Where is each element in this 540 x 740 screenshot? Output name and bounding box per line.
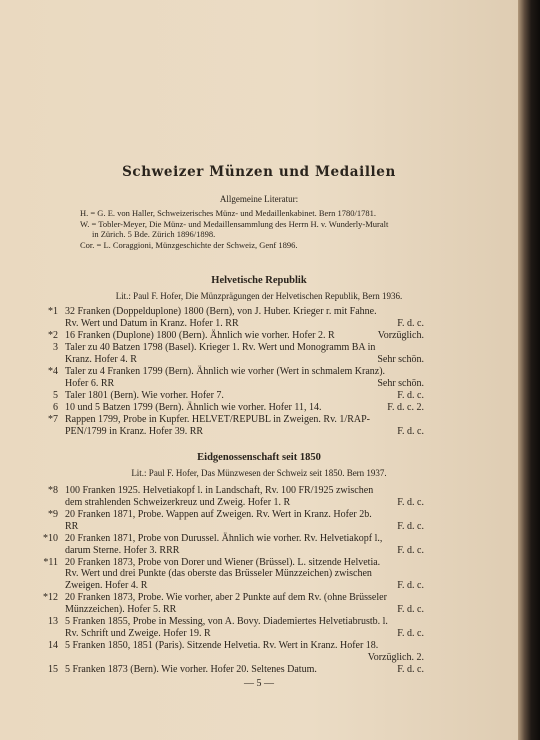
entry-description: Rv. Wert und Datum in Kranz. Hofer 1. RR: [65, 317, 239, 329]
entry-line: [65, 592, 424, 604]
entry-description: 5 Franken 1850, 1851 (Paris). Sitzende Helvetia. Rv. Wert in Kranz. Hofer 18.: [65, 640, 379, 652]
entry-description: 5 Franken 1855, Probe in Messing, von A. Bovy. Diademiertes Helvetiabrustb. l.: [65, 616, 388, 628]
catalog-entry: [38, 557, 424, 592]
entry-line: [65, 652, 424, 664]
entry-description: Rappen 1799, Probe in Kupfer. HELVET/REPUBL in Zweigen. Rv. 1/RAP-: [65, 414, 370, 426]
catalog-entry: [38, 366, 424, 389]
entry-line: [65, 330, 424, 342]
catalog-entry: [38, 342, 424, 365]
page-title: Schweizer Münzen und Medaillen: [122, 164, 396, 180]
entry-line: [65, 545, 424, 557]
entry-line: [65, 414, 424, 426]
entry-grade: F. d. c.: [397, 544, 424, 556]
catalog-entry: [38, 414, 424, 437]
section-heading-helvetische-republik: Helvetische Republik: [211, 275, 307, 286]
entry-grade: F. d. c.: [397, 496, 424, 508]
section-heading-eidgenossenschaft: Eidgenossenschaft seit 1850: [197, 452, 321, 463]
entry-grade: F. d. c.: [397, 627, 424, 639]
entry-line: [65, 533, 424, 545]
entry-number: *7: [48, 414, 58, 426]
catalog-entry: [38, 592, 424, 615]
literature-heading: Allgemeine Literatur:: [219, 194, 299, 204]
catalog-entry: [38, 616, 424, 639]
entry-description: Rv. Schrift und Zweige. Hofer 19. R: [65, 627, 211, 639]
entry-grade: Vorzüglich.: [377, 329, 424, 341]
entry-line: [65, 604, 424, 616]
entry-description: Zweigen. Hofer 4. R: [65, 580, 148, 592]
entry-line: [65, 390, 424, 402]
literature-row: W. = Tobler-Meyer, Die Münz- und Medaillensammlung des Herrn H. v. Wunderly-Muralt: [80, 218, 389, 229]
entry-grade: F. d. c.: [397, 426, 424, 438]
section-literature-eidgenossenschaft: Lit.: Paul F. Hofer, Das Münzwesen der Schweiz seit 1850. Bern 1937.: [131, 468, 387, 478]
catalog-entry: [38, 390, 424, 402]
catalog-entry: [38, 330, 424, 342]
page-binding-edge: [518, 0, 540, 740]
entry-line: [65, 664, 424, 676]
entry-description: 5 Franken 1873 (Bern). Wie vorher. Hofer 20. Seltenes Datum.: [65, 664, 317, 676]
literature-list: [80, 208, 440, 250]
catalog-entry: [38, 306, 424, 329]
page-number: — 5 —: [244, 678, 274, 689]
catalog-entry: [38, 533, 424, 556]
entry-description: 20 Franken 1873, Probe. Wie vorher, aber 2 Punkte auf dem Rv. (ohne Brüsseler: [65, 592, 387, 604]
entry-number: *1: [48, 306, 58, 317]
catalog-entry: [38, 509, 424, 532]
entry-number: 15: [48, 664, 58, 676]
entry-number: *11: [43, 556, 58, 568]
entry-description: PEN/1799 in Kranz. Hofer 39. RR: [65, 426, 204, 438]
entry-line: [65, 354, 424, 366]
entry-description: Taler zu 40 Batzen 1798 (Basel). Krieger 1. Rv. Wert und Monogramm BA in: [65, 342, 376, 354]
entry-line: [65, 509, 424, 521]
entry-line: [65, 521, 424, 533]
entry-line: [65, 568, 424, 580]
entry-number: *4: [48, 366, 58, 378]
entry-list-eidgenossenschaft: [38, 485, 424, 676]
catalog-entry: [38, 485, 424, 508]
entry-number: *12: [43, 592, 58, 604]
catalog-entry: [38, 640, 424, 663]
entry-number: 14: [48, 640, 58, 652]
entry-line: [65, 557, 424, 569]
entry-number: *8: [48, 485, 58, 496]
entry-grade: Vorzüglich. 2.: [367, 651, 424, 663]
entry-description: Taler 1801 (Bern). Wie vorher. Hofer 7.: [65, 389, 224, 401]
entry-number: 3: [53, 342, 58, 354]
entry-description: dem strahlenden Schweizerkreuz und Zweig. Hofer 1. R: [65, 496, 291, 508]
entry-grade: F. d. c. 2.: [387, 402, 424, 414]
entry-line: [65, 640, 424, 652]
entry-line: [65, 378, 424, 390]
entry-description: 20 Franken 1871, Probe von Durussel. Ähnlich wie vorher. Rv. Helvetiakopf l.,: [65, 532, 383, 544]
entry-number: *9: [48, 508, 58, 520]
entry-number: 6: [53, 402, 58, 414]
entry-description: 20 Franken 1871, Probe. Wappen auf Zweigen. Rv. Wert in Kranz. Hofer 2b.: [65, 508, 372, 520]
catalog-entry: [38, 402, 424, 414]
entry-description: 100 Franken 1925. Helvetiakopf l. in Landschaft, Rv. 100 FR/1925 zwischen: [65, 485, 374, 496]
entry-grade: F. d. c.: [397, 389, 424, 401]
entry-number: *10: [43, 532, 58, 544]
entry-line: [65, 616, 424, 628]
entry-description: 32 Franken (Doppelduplone) 1800 (Bern), von J. Huber. Krieger r. mit Fahne.: [65, 306, 377, 317]
section-literature-helvetische-republik: Lit.: Paul F. Hofer, Die Münzprägungen der Helvetischen Republik, Bern 1936.: [115, 291, 403, 301]
entry-description: Taler zu 4 Franken 1799 (Bern). Ähnlich wie vorher (Wert in schmalem Kranz).: [65, 366, 386, 378]
entry-description: Kranz. Hofer 4. R: [65, 353, 137, 365]
entry-line: [65, 580, 424, 592]
entry-line: [65, 342, 424, 354]
entry-line: [65, 402, 424, 414]
entry-grade: F. d. c.: [397, 520, 424, 532]
entry-line: [65, 426, 424, 438]
entry-number: 13: [48, 616, 58, 628]
entry-line: [65, 366, 424, 378]
entry-number: 5: [53, 389, 58, 401]
entry-description: darum Sterne. Hofer 3. RRR: [65, 544, 180, 556]
entry-description: 16 Franken (Duplone) 1800 (Bern). Ähnlich wie vorher. Hofer 2. R: [65, 329, 335, 341]
literature-row: H. = G. E. von Haller, Schweizerisches Münz- und Medaillenkabinet. Bern 1780/1781.: [80, 208, 376, 218]
entry-grade: F. d. c.: [397, 664, 424, 676]
entry-grade: F. d. c.: [397, 317, 424, 329]
literature-row: in Zürich. 5 Bde. Zürich 1896/1898.: [92, 229, 216, 240]
entry-line: [65, 485, 424, 497]
entry-description: Rv. Wert und drei Punkte (das oberste das Brüsseler Münzzeichen) zwischen: [65, 568, 372, 580]
entry-grade: F. d. c.: [397, 604, 424, 616]
entry-number: *2: [48, 329, 58, 341]
entry-grade: F. d. c.: [397, 580, 424, 592]
entry-line: [65, 497, 424, 509]
entry-description: Hofer 6. RR: [65, 377, 115, 389]
entry-grade: Sehr schön.: [377, 353, 424, 365]
entry-line: [65, 306, 424, 318]
entry-description: 10 und 5 Batzen 1799 (Bern). Ähnlich wie vorher. Hofer 11, 14.: [65, 402, 322, 414]
entry-description: Münzzeichen). Hofer 5. RR: [65, 604, 177, 616]
entry-line: [65, 318, 424, 330]
catalog-entry: [38, 664, 424, 676]
entry-description: 20 Franken 1873, Probe von Dorer und Wiener (Brüssel). L. sitzende Helvetia.: [65, 556, 381, 568]
literature-row: Cor. = L. Coraggioni, Münzgeschichte der Schweiz, Genf 1896.: [80, 239, 298, 250]
entry-line: [65, 628, 424, 640]
entry-description: RR: [65, 520, 79, 532]
entry-list-helvetische-republik: [38, 306, 424, 438]
entry-grade: Sehr schön.: [377, 377, 424, 389]
